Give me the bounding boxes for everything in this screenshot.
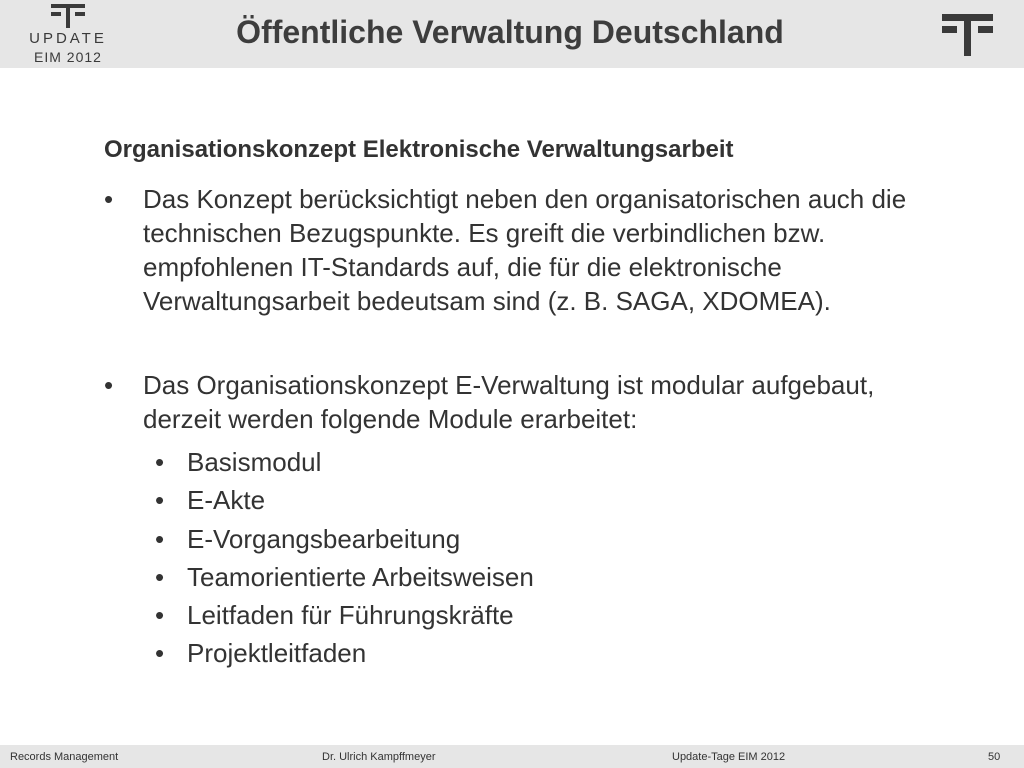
module-label: E-Vorgangsbearbeitung [187,524,461,554]
bullet-text: Das Konzept berücksichtigt neben den organisatorischen auch die technischen Bezugspunkte. Es greift die verbindlichen bzw. empfohlenen IT-Standards auf, die für die elektronische Verwaltungsarbeit bedeutsam sind (z. B. SAGA, XDOMEA). [143,184,907,316]
module-label: Leitfaden für Führungskräfte [187,600,514,630]
module-label: Projektleitfaden [187,638,367,668]
bullet-icon: • [155,447,165,477]
bullet-icon: • [155,485,165,515]
bullet-icon: • [155,638,165,668]
logo-update-text: UPDATE [29,30,107,47]
ff-logo-icon [942,12,994,56]
bullet-icon: • [155,600,165,630]
bullet-text: Das Organisationskonzept E-Verwaltung ist modular aufgebaut, derzeit werden folgende Module erarbeitet: [143,370,875,434]
bullet-item [104,182,934,318]
slide-header [0,0,1024,68]
footer-topic: Records Management [10,751,119,763]
module-item [155,523,460,555]
module-item [155,637,366,669]
module-label: Teamorientierte Arbeitsweisen [187,562,534,592]
module-item [155,446,321,478]
module-label: E-Akte [187,485,266,515]
module-item [155,599,514,631]
bullet-icon: • [155,524,165,554]
bullet-icon: • [155,562,165,592]
ff-logo-icon [51,4,85,28]
bullet-item [104,368,934,436]
logo-eim-text: EIM 2012 [34,49,102,65]
slide-subtitle: Organisationskonzept Elektronische Verwaltungsarbeit [104,136,734,163]
module-item [155,484,265,516]
slide-footer [0,745,1024,768]
module-item [155,561,534,593]
module-label: Basismodul [187,447,322,477]
bullet-icon: • [104,370,114,400]
bullet-icon: • [104,184,114,214]
update-eim-logo [18,4,118,66]
footer-author: Dr. Ulrich Kampffmeyer [322,751,436,763]
footer-event: Update-Tage EIM 2012 [672,751,786,763]
slide-title: Öffentliche Verwaltung Deutschland [236,14,784,50]
page-number: 50 [988,751,1001,763]
